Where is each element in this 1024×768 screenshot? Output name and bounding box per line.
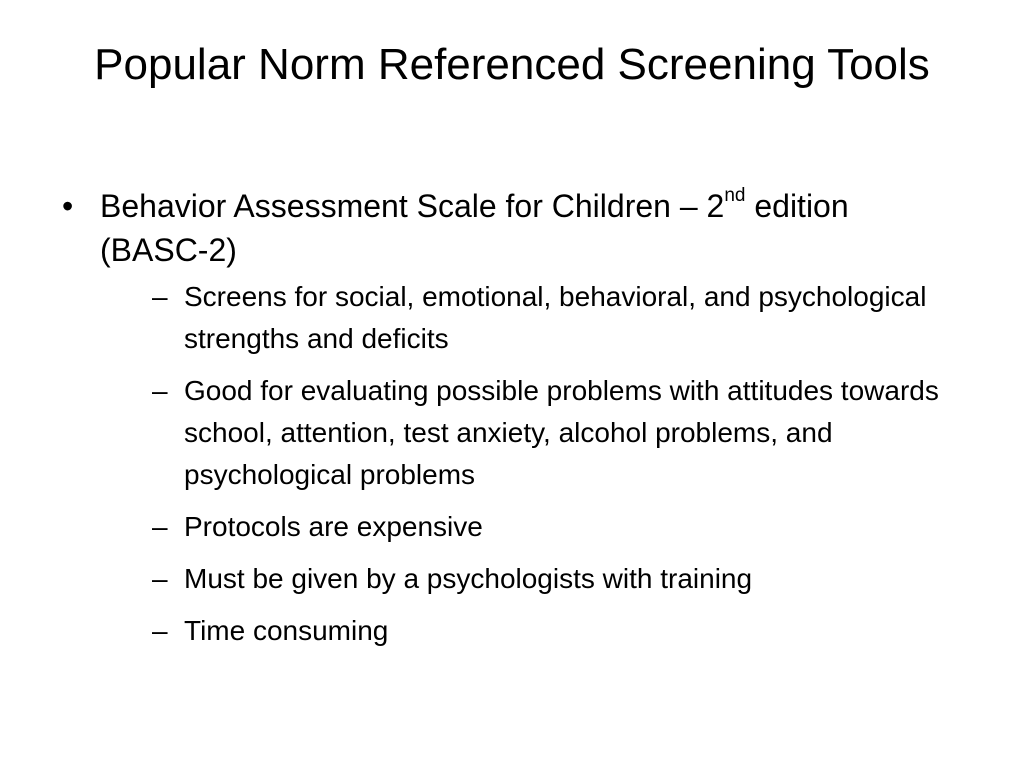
sub-bullet-text: Must be given by a psychologists with training — [184, 563, 753, 594]
bullet-text-after: edition (BASC-2) — [100, 188, 849, 268]
bullet-superscript: nd — [724, 185, 746, 207]
sub-bullet-time-consuming — [100, 610, 962, 652]
sub-bullet-marker: – — [152, 563, 168, 594]
sub-bullet-text: Good for evaluating possible problems with attitudes towards school, attention, test anxiety, alcohol problems, and psychological problems — [184, 375, 939, 490]
sub-bullet-screens — [100, 276, 962, 360]
sub-bullet-marker: – — [152, 615, 168, 646]
slide-title: Popular Norm Referenced Screening Tools — [94, 40, 930, 89]
sub-bullet-marker: – — [152, 375, 168, 406]
sub-bullet-list — [100, 276, 962, 652]
sub-bullet-text: Time consuming — [184, 615, 389, 646]
sub-bullet-text: Screens for social, emotional, behavioral, and psychological strengths and deficits — [184, 281, 927, 354]
bullet-text: Behavior Assessment Scale for Children – 2 — [100, 188, 725, 224]
bullet-basc2 — [62, 184, 962, 652]
sub-bullet-protocols — [100, 506, 962, 548]
bullet-marker: • — [62, 188, 74, 224]
sub-bullet-must-be-given — [100, 558, 962, 600]
sub-bullet-marker: – — [152, 281, 168, 312]
slide-content — [62, 184, 962, 662]
sub-bullet-marker: – — [152, 511, 168, 542]
sub-bullet-text: Protocols are expensive — [184, 511, 483, 542]
sub-bullet-good-for — [100, 370, 962, 496]
